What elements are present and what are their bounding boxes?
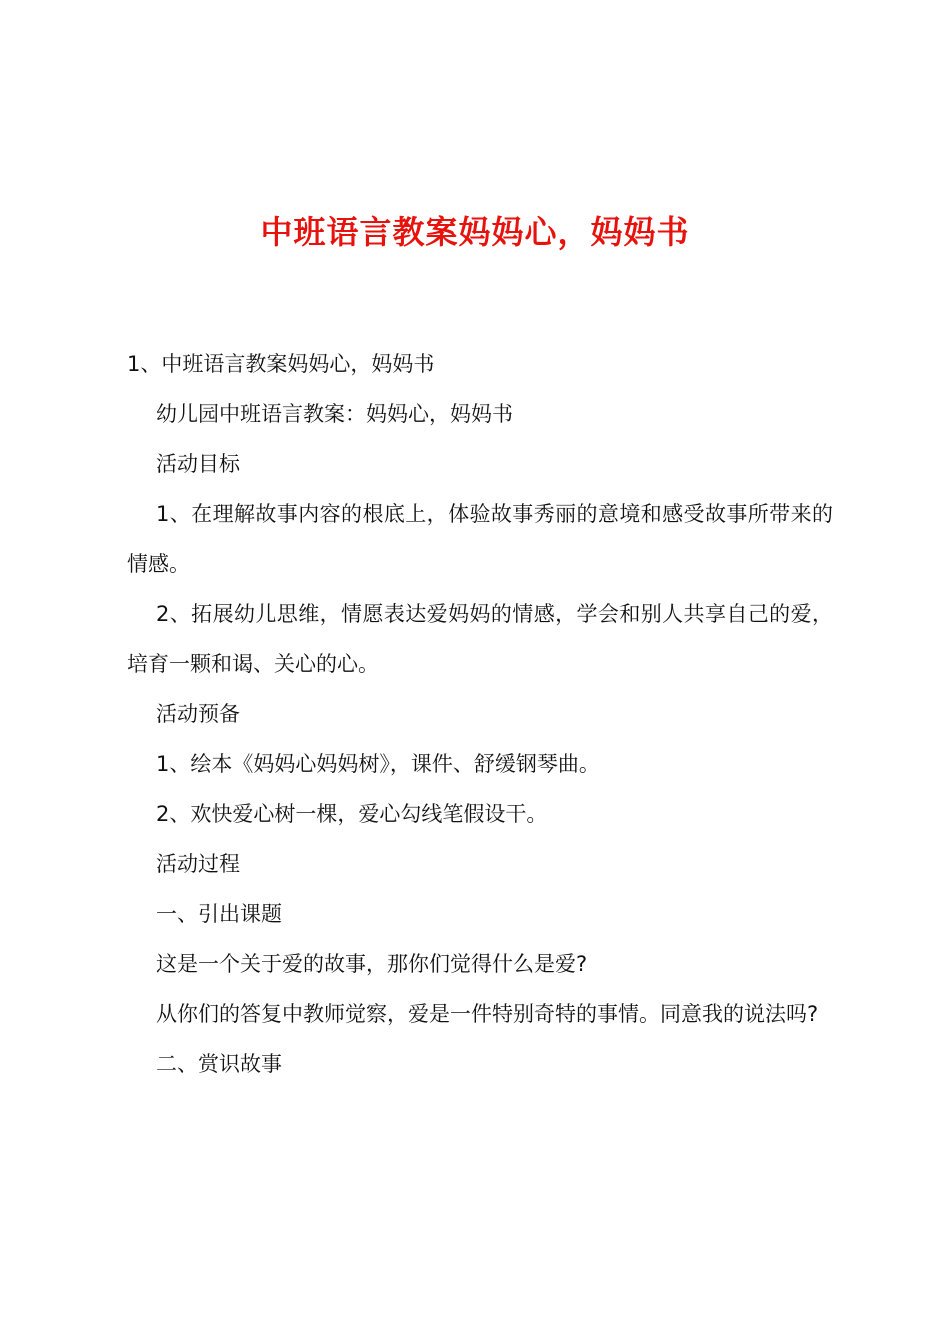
process-paragraph-1: 这是一个关于爱的故事，那你们觉得什么是爱?: [156, 952, 588, 976]
prep-item-2: 2、欢快爱心树一棵，爱心勾线笔假设干。: [156, 802, 548, 826]
document-title: 中班语言教案妈妈心，妈妈书: [260, 213, 690, 251]
goal-item-2: 2、拓展幼儿思维，情愿表达爱妈妈的情感，学会和别人共享自己的爱，培育一颗和谒、关心的心。: [127, 602, 833, 676]
goal-item-1: 1、在理解故事内容的根底上，体验故事秀丽的意境和感受故事所带来的情感。: [127, 502, 833, 576]
section-heading: 1、中班语言教案妈妈心，妈妈书: [127, 352, 435, 376]
heading-activity-process: 活动过程: [156, 852, 240, 876]
process-step-1: 一、引出课题: [156, 902, 282, 926]
prep-item-1: 1、绘本《妈妈心妈妈树》，课件、舒缓钢琴曲。: [156, 752, 600, 776]
process-paragraph-2: 从你们的答复中教师觉察，爱是一件特别奇特的事情。同意我的说法吗?: [156, 1002, 819, 1026]
subtitle-paragraph: 幼儿园中班语言教案：妈妈心，妈妈书: [156, 402, 513, 426]
heading-activity-prep: 活动预备: [156, 702, 240, 726]
heading-activity-goals: 活动目标: [156, 452, 240, 476]
process-step-2: 二、赏识故事: [156, 1052, 282, 1076]
document-body: [127, 339, 833, 1089]
